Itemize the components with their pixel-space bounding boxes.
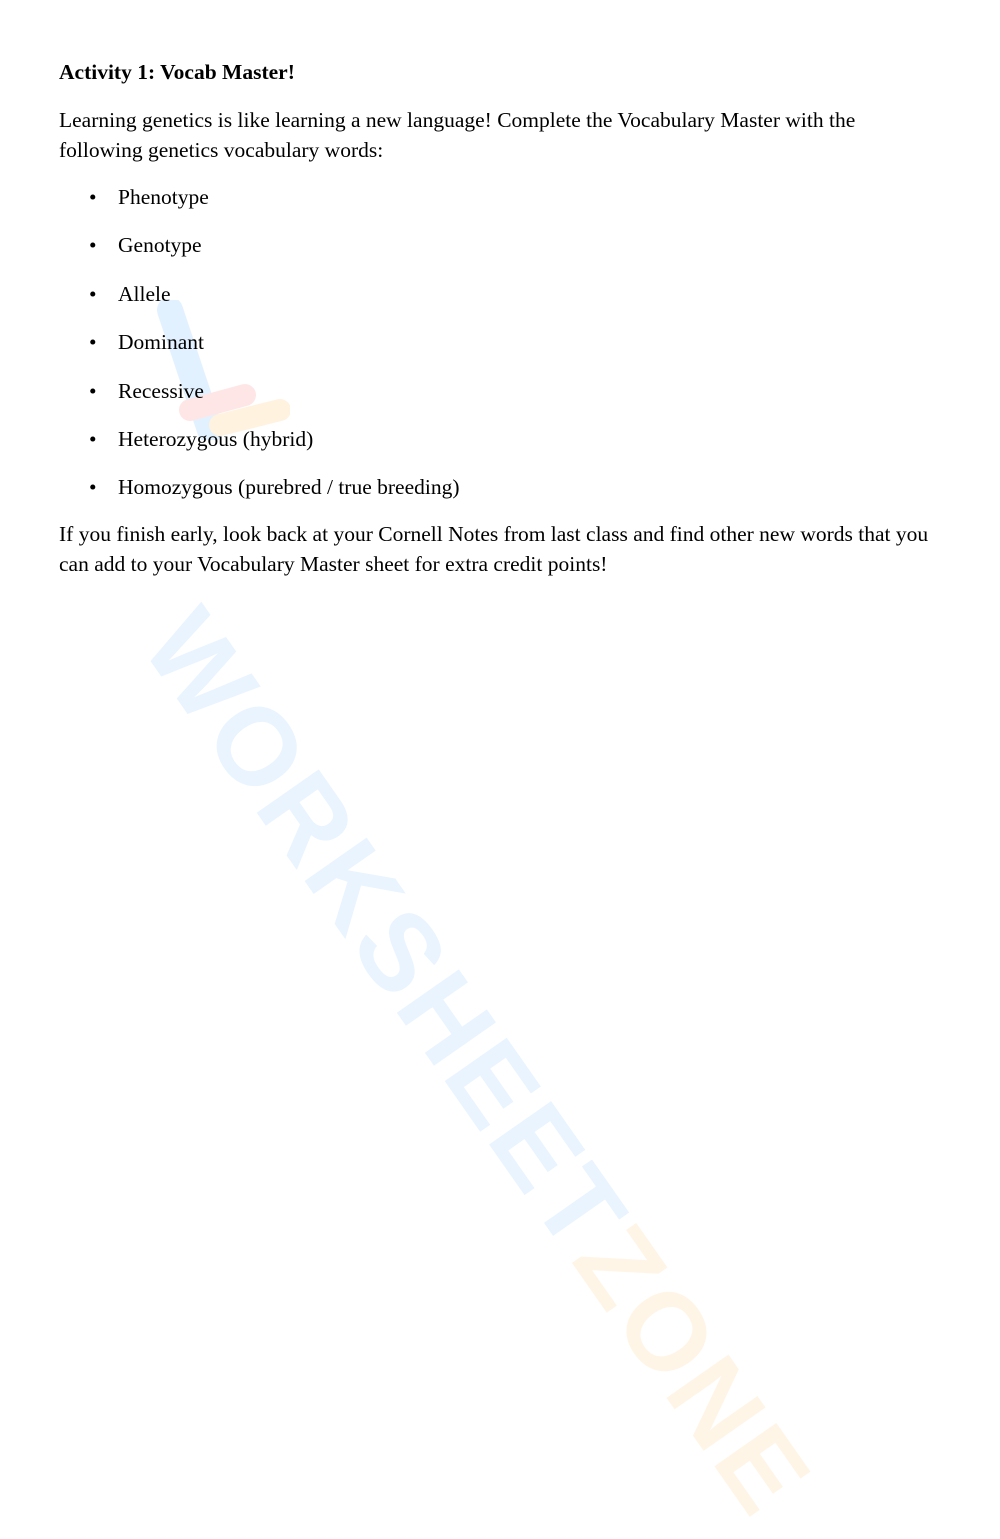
list-item [59, 472, 460, 520]
bullet-icon: • [89, 475, 97, 500]
list-item [59, 424, 460, 472]
bullet-icon: • [89, 426, 97, 451]
list-item [59, 327, 460, 375]
vocab-word: Recessive [118, 378, 204, 403]
vocab-word: Homozygous (purebred / true breeding) [118, 475, 460, 500]
watermark-part2: ZONE [550, 1203, 836, 1538]
watermark-part1: WORKSHEET [119, 588, 652, 1274]
intro-paragraph: Learning genetics is like learning a new language! Complete the Vocabulary Master with the following genetics vocabulary words: [59, 108, 856, 162]
bullet-icon: • [89, 330, 97, 355]
bullet-icon: • [89, 281, 97, 306]
vocab-word: Allele [118, 281, 171, 306]
bullet-icon: • [89, 233, 97, 258]
vocab-list [59, 182, 460, 521]
list-item [59, 182, 460, 230]
vocab-word: Heterozygous (hybrid) [118, 426, 314, 451]
vocab-word: Genotype [118, 233, 202, 258]
vocab-word: Phenotype [118, 185, 209, 209]
bullet-icon: • [89, 185, 97, 209]
list-item [59, 230, 460, 278]
closing-paragraph: If you finish early, look back at your Cornell Notes from last class and find other new words that you can add to your Vocabulary Master sheet for extra credit points! [59, 522, 929, 576]
activity-title: Activity 1: Vocab Master! [59, 60, 295, 84]
vocab-word: Dominant [118, 330, 204, 355]
list-item [59, 279, 460, 327]
watermark [118, 587, 836, 1538]
list-item [59, 376, 460, 424]
bullet-icon: • [89, 378, 97, 403]
